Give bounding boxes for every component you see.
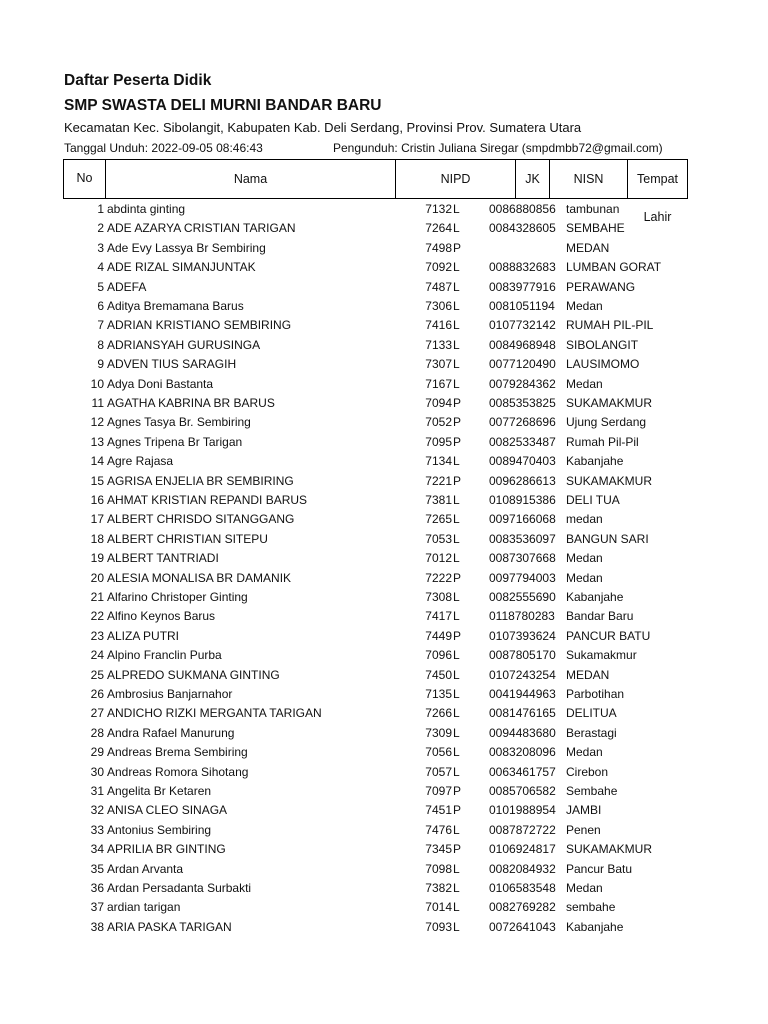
cell-nisn: 0107243254 bbox=[489, 667, 556, 682]
cell-no: 7 bbox=[97, 318, 104, 333]
cell-nama: Andreas Romora Sihotang bbox=[107, 764, 249, 779]
cell-nisn: 0106924817 bbox=[489, 842, 556, 857]
cell-nipd: 7264 bbox=[425, 221, 452, 236]
cell-jk: L bbox=[453, 648, 460, 663]
table-row bbox=[0, 472, 768, 491]
table-row bbox=[0, 239, 768, 258]
cell-no: 22 bbox=[90, 609, 104, 624]
cell-nipd: 7450 bbox=[425, 667, 452, 682]
cell-jk: L bbox=[453, 919, 460, 934]
cell-no: 19 bbox=[90, 551, 104, 566]
cell-nipd: 7476 bbox=[425, 822, 452, 837]
cell-nipd: 7498 bbox=[425, 240, 452, 255]
cell-nisn: 0077268696 bbox=[489, 415, 556, 430]
table-row bbox=[0, 821, 768, 840]
cell-nipd: 7307 bbox=[425, 357, 452, 372]
table-row bbox=[0, 278, 768, 297]
table-row bbox=[0, 316, 768, 335]
table-row bbox=[0, 530, 768, 549]
cell-tempat-lahir: MEDAN bbox=[566, 240, 610, 255]
cell-no: 38 bbox=[90, 919, 104, 934]
cell-no: 37 bbox=[90, 900, 104, 915]
cell-nisn: 0096286613 bbox=[489, 473, 556, 488]
cell-nama: APRILIA BR GINTING bbox=[107, 842, 226, 857]
table-row bbox=[0, 355, 768, 374]
cell-no: 13 bbox=[90, 434, 104, 449]
cell-jk: P bbox=[453, 434, 462, 449]
table-row bbox=[0, 704, 768, 723]
cell-nipd: 7057 bbox=[425, 764, 452, 779]
cell-no: 25 bbox=[90, 667, 104, 682]
header-nisn: NISN bbox=[550, 160, 628, 198]
cell-jk: P bbox=[453, 240, 462, 255]
cell-tempat-lahir: SUKAMAKMUR bbox=[566, 842, 653, 857]
cell-nama: ALBERT CHRISDO SITANGGANG bbox=[107, 512, 295, 527]
table-row bbox=[0, 879, 768, 898]
cell-nama: Alfarino Christoper Ginting bbox=[107, 590, 248, 604]
cell-nipd: 7306 bbox=[425, 299, 452, 313]
table-row bbox=[0, 860, 768, 879]
cell-nama: AGATHA KABRINA BR BARUS bbox=[107, 396, 275, 410]
cell-nama: ADRIANSYAH GURUSINGA bbox=[107, 337, 261, 352]
cell-nipd: 7451 bbox=[425, 803, 452, 818]
cell-nisn: 0108915386 bbox=[489, 493, 556, 507]
cell-jk: L bbox=[453, 260, 460, 275]
cell-nama: Aditya Bremamana Barus bbox=[107, 299, 244, 313]
cell-nama: ADE AZARYA CRISTIAN TARIGAN bbox=[107, 221, 296, 236]
cell-nama: Andreas Brema Sembiring bbox=[107, 745, 248, 760]
cell-jk: L bbox=[453, 881, 460, 895]
cell-nama: ADVEN TIUS SARAGIH bbox=[107, 357, 237, 372]
cell-nipd: 7417 bbox=[425, 609, 452, 624]
cell-tempat-lahir: Penen bbox=[566, 822, 601, 837]
header-no: No bbox=[64, 160, 106, 198]
cell-no: 11 bbox=[91, 396, 104, 410]
cell-no: 34 bbox=[90, 842, 104, 857]
cell-nipd: 7222 bbox=[425, 570, 452, 585]
cell-nisn: 0106583548 bbox=[489, 881, 556, 895]
cell-tempat-lahir: JAMBI bbox=[566, 803, 602, 818]
cell-tempat-lahir: SUKAMAKMUR bbox=[566, 473, 653, 488]
table-row bbox=[0, 801, 768, 820]
cell-nisn: 0081476165 bbox=[489, 706, 556, 721]
cell-nisn: 0084968948 bbox=[489, 337, 556, 352]
cell-tempat-lahir: Kabanjahe bbox=[566, 454, 624, 469]
cell-nisn: 0083977916 bbox=[489, 279, 556, 294]
table-row bbox=[0, 724, 768, 743]
cell-tempat-lahir: SEMBAHE bbox=[566, 221, 625, 236]
cell-nipd: 7096 bbox=[425, 648, 452, 663]
cell-nisn: 0107732142 bbox=[489, 318, 556, 333]
cell-tempat-lahir: medan bbox=[566, 512, 603, 527]
cell-no: 1 bbox=[97, 202, 104, 216]
cell-nama: Agnes Tripena Br Tarigan bbox=[107, 434, 243, 449]
cell-no: 33 bbox=[90, 822, 104, 837]
cell-jk: L bbox=[453, 454, 460, 469]
cell-nama: ANDICHO RIZKI MERGANTA TARIGAN bbox=[107, 706, 322, 721]
cell-jk: L bbox=[453, 512, 460, 527]
cell-no: 16 bbox=[90, 493, 104, 507]
cell-nisn: 0072641043 bbox=[489, 919, 556, 934]
cell-nisn: 0084328605 bbox=[489, 221, 556, 236]
cell-jk: L bbox=[453, 318, 460, 333]
cell-tempat-lahir: Medan bbox=[566, 881, 603, 895]
cell-nipd: 7345 bbox=[425, 842, 452, 857]
cell-nipd: 7309 bbox=[425, 725, 452, 740]
cell-nipd: 7167 bbox=[425, 376, 452, 391]
cell-no: 6 bbox=[97, 299, 104, 313]
cell-nisn: 0041944963 bbox=[489, 687, 556, 701]
cell-nisn: 0097166068 bbox=[489, 512, 556, 527]
table-row bbox=[0, 685, 768, 704]
cell-nama: Angelita Br Ketaren bbox=[107, 784, 212, 798]
cell-nipd: 7014 bbox=[425, 900, 452, 915]
cell-nipd: 7093 bbox=[425, 919, 452, 934]
cell-nama: ALBERT TANTRIADI bbox=[107, 551, 219, 566]
cell-nama: ANISA CLEO SINAGA bbox=[107, 803, 228, 818]
cell-jk: L bbox=[453, 667, 460, 682]
header-nama: Nama bbox=[106, 160, 396, 198]
cell-nama: ALPREDO SUKMANA GINTING bbox=[107, 667, 280, 682]
cell-tempat-lahir: DELI TUA bbox=[566, 493, 620, 507]
cell-jk: L bbox=[453, 202, 460, 216]
cell-jk: L bbox=[453, 609, 460, 624]
table-row bbox=[0, 375, 768, 394]
cell-tempat-lahir: MEDAN bbox=[566, 667, 610, 682]
cell-tempat-lahir: Cirebon bbox=[566, 764, 609, 779]
cell-no: 32 bbox=[90, 803, 104, 818]
cell-no: 30 bbox=[90, 764, 104, 779]
cell-nisn: 0087805170 bbox=[489, 648, 556, 663]
document-title: Daftar Peserta Didik bbox=[64, 72, 212, 89]
cell-nisn: 0097794003 bbox=[489, 570, 556, 585]
cell-nama: Ambrosius Banjarnahor bbox=[107, 687, 233, 701]
cell-nama: Ade Evy Lassya Br Sembiring bbox=[107, 240, 266, 255]
cell-nipd: 7449 bbox=[425, 628, 452, 643]
cell-jk: P bbox=[453, 784, 462, 798]
cell-nisn: 0107393624 bbox=[489, 628, 556, 643]
cell-jk: L bbox=[453, 279, 460, 294]
cell-nama: Agre Rajasa bbox=[107, 454, 174, 469]
table-row bbox=[0, 607, 768, 626]
table-row bbox=[0, 297, 768, 316]
cell-tempat-lahir: PERAWANG bbox=[566, 279, 636, 294]
cell-jk: L bbox=[453, 299, 460, 313]
table-row bbox=[0, 918, 768, 937]
cell-tempat-lahir: Ujung Serdang bbox=[566, 415, 647, 430]
cell-nisn: 0082769282 bbox=[489, 900, 556, 915]
cell-jk: P bbox=[453, 803, 462, 818]
cell-nisn: 0118780283 bbox=[489, 609, 555, 624]
cell-tempat-lahir: Medan bbox=[566, 376, 603, 391]
cell-nisn: 0089470403 bbox=[489, 454, 556, 469]
cell-no: 23 bbox=[90, 628, 104, 643]
cell-jk: P bbox=[453, 628, 462, 643]
table-row bbox=[0, 258, 768, 277]
cell-no: 20 bbox=[90, 570, 104, 585]
cell-nisn: 0086880856 bbox=[489, 202, 556, 216]
cell-nama: Adya Doni Bastanta bbox=[107, 376, 214, 391]
table-row bbox=[0, 549, 768, 568]
cell-tempat-lahir: LAUSIMOMO bbox=[566, 357, 640, 372]
cell-nipd: 7487 bbox=[425, 279, 452, 294]
header-tempat-lahir: Tempat Lahir bbox=[637, 172, 678, 224]
cell-nama: ADE RIZAL SIMANJUNTAK bbox=[107, 260, 256, 275]
table-row bbox=[0, 413, 768, 432]
cell-jk: P bbox=[453, 473, 462, 488]
cell-no: 9 bbox=[97, 357, 104, 372]
cell-tempat-lahir: Pancur Batu bbox=[566, 861, 633, 876]
cell-tempat-lahir: Parbotihan bbox=[566, 687, 625, 701]
cell-nama: ALIZA PUTRI bbox=[107, 628, 180, 643]
cell-tempat-lahir: Medan bbox=[566, 551, 603, 566]
cell-jk: L bbox=[453, 822, 460, 837]
cell-tempat-lahir: Rumah Pil-Pil bbox=[566, 434, 639, 449]
cell-jk: L bbox=[453, 764, 460, 779]
cell-nama: Ardan Persadanta Surbakti bbox=[107, 881, 252, 895]
cell-nisn: 0085706582 bbox=[489, 784, 556, 798]
cell-nisn: 0077120490 bbox=[489, 357, 556, 372]
table-row bbox=[0, 336, 768, 355]
cell-nipd: 7382 bbox=[425, 881, 452, 895]
cell-tempat-lahir: Sukamakmur bbox=[566, 648, 637, 663]
cell-nama: Ardan Arvanta bbox=[107, 861, 184, 876]
cell-tempat-lahir: Medan bbox=[566, 570, 603, 585]
table-row bbox=[0, 491, 768, 510]
cell-nisn: 0085353825 bbox=[489, 396, 556, 410]
cell-no: 10 bbox=[90, 376, 104, 391]
cell-nisn: 0088832683 bbox=[489, 260, 556, 275]
cell-no: 2 bbox=[97, 221, 104, 236]
cell-nipd: 7092 bbox=[425, 260, 452, 275]
table-row bbox=[0, 743, 768, 762]
cell-no: 3 bbox=[97, 240, 104, 255]
cell-nipd: 7095 bbox=[425, 434, 452, 449]
cell-no: 31 bbox=[90, 784, 104, 798]
cell-nama: ALBERT CHRISTIAN SITEPU bbox=[107, 531, 268, 546]
cell-nipd: 7381 bbox=[425, 493, 452, 507]
cell-jk: L bbox=[453, 493, 460, 507]
cell-nama: Agnes Tasya Br. Sembiring bbox=[107, 415, 251, 430]
cell-tempat-lahir: tambunan bbox=[566, 202, 620, 216]
cell-nipd: 7221 bbox=[425, 473, 452, 488]
cell-jk: L bbox=[453, 376, 460, 391]
cell-nama: Alfino Keynos Barus bbox=[107, 609, 216, 624]
cell-jk: L bbox=[453, 590, 460, 604]
cell-no: 5 bbox=[97, 279, 104, 294]
table-row bbox=[0, 898, 768, 917]
cell-no: 8 bbox=[97, 337, 104, 352]
header-nipd: NIPD bbox=[396, 160, 516, 198]
table-row bbox=[0, 219, 768, 238]
cell-no: 21 bbox=[90, 590, 104, 604]
cell-tempat-lahir: SIBOLANGIT bbox=[566, 337, 639, 352]
cell-tempat-lahir: Medan bbox=[566, 745, 603, 760]
cell-nisn: 0082555690 bbox=[489, 590, 556, 604]
cell-nisn: 0083208096 bbox=[489, 745, 556, 760]
cell-tempat-lahir: Berastagi bbox=[566, 725, 617, 740]
table-row bbox=[0, 394, 768, 413]
cell-no: 35 bbox=[90, 861, 104, 876]
cell-tempat-lahir: RUMAH PIL-PIL bbox=[566, 318, 654, 333]
cell-no: 12 bbox=[90, 415, 104, 430]
cell-nama: abdinta ginting bbox=[107, 202, 186, 216]
cell-jk: P bbox=[453, 842, 462, 857]
cell-tempat-lahir: Sembahe bbox=[566, 784, 618, 798]
cell-nisn: 0082084932 bbox=[489, 861, 556, 876]
cell-nipd: 7308 bbox=[425, 590, 452, 604]
cell-jk: L bbox=[453, 725, 460, 740]
cell-nama: AGRISA ENJELIA BR SEMBIRING bbox=[107, 473, 294, 488]
cell-nama: AHMAT KRISTIAN REPANDI BARUS bbox=[107, 493, 308, 507]
cell-tempat-lahir: LUMBAN GORAT bbox=[566, 260, 662, 275]
cell-nipd: 7052 bbox=[425, 415, 452, 430]
school-name: SMP SWASTA DELI MURNI BANDAR BARU bbox=[64, 97, 382, 114]
cell-nipd: 7097 bbox=[425, 784, 452, 798]
cell-nipd: 7266 bbox=[425, 706, 452, 721]
cell-nipd: 7133 bbox=[425, 337, 452, 352]
cell-nama: Andra Rafael Manurung bbox=[107, 725, 235, 740]
cell-jk: L bbox=[453, 745, 460, 760]
cell-nipd: 7265 bbox=[425, 512, 452, 527]
location-line: Kecamatan Kec. Sibolangit, Kabupaten Kab. Deli Serdang, Provinsi Prov. Sumatera Utara bbox=[64, 120, 582, 135]
cell-no: 27 bbox=[90, 706, 104, 721]
cell-no: 26 bbox=[90, 687, 104, 701]
cell-no: 14 bbox=[90, 454, 104, 469]
table-row bbox=[0, 433, 768, 452]
cell-nisn: 0063461757 bbox=[489, 764, 556, 779]
cell-nama: ALESIA MONALISA BR DAMANIK bbox=[107, 570, 292, 585]
cell-no: 29 bbox=[90, 745, 104, 760]
cell-nama: ARIA PASKA TARIGAN bbox=[107, 919, 232, 934]
cell-nipd: 7416 bbox=[425, 318, 452, 333]
cell-nisn: 0083536097 bbox=[489, 531, 556, 546]
download-date: Tanggal Unduh: 2022-09-05 08:46:43 bbox=[64, 141, 263, 155]
cell-nama: ADRIAN KRISTIANO SEMBIRING bbox=[107, 318, 292, 333]
table-row bbox=[0, 666, 768, 685]
table-row bbox=[0, 840, 768, 859]
cell-jk: L bbox=[453, 337, 460, 352]
cell-nisn: 0087872722 bbox=[489, 822, 556, 837]
table-row bbox=[0, 782, 768, 801]
cell-tempat-lahir: Medan bbox=[566, 299, 603, 313]
table-row bbox=[0, 569, 768, 588]
cell-nipd: 7094 bbox=[425, 396, 452, 410]
cell-jk: L bbox=[453, 706, 460, 721]
cell-jk: P bbox=[453, 415, 462, 430]
table-row bbox=[0, 763, 768, 782]
cell-tempat-lahir: sembahe bbox=[566, 900, 616, 915]
cell-jk: P bbox=[453, 570, 462, 585]
cell-tempat-lahir: Kabanjahe bbox=[566, 919, 624, 934]
cell-nipd: 7132 bbox=[425, 202, 452, 216]
cell-tempat-lahir: DELITUA bbox=[566, 706, 617, 721]
cell-no: 18 bbox=[90, 531, 104, 546]
cell-nama: ardian tarigan bbox=[107, 900, 181, 915]
cell-nama: Antonius Sembiring bbox=[107, 822, 212, 837]
table-row bbox=[0, 200, 768, 219]
cell-nipd: 7134 bbox=[425, 454, 452, 469]
table-row bbox=[0, 510, 768, 529]
cell-nipd: 7053 bbox=[425, 531, 452, 546]
cell-nisn: 0087307668 bbox=[489, 551, 556, 566]
cell-nisn: 0101988954 bbox=[489, 803, 556, 818]
cell-nipd: 7135 bbox=[425, 687, 452, 701]
cell-jk: L bbox=[453, 531, 460, 546]
cell-jk: P bbox=[453, 396, 462, 410]
cell-no: 24 bbox=[90, 648, 104, 663]
cell-nisn: 0081051194 bbox=[489, 299, 555, 313]
cell-tempat-lahir: Kabanjahe bbox=[566, 590, 624, 604]
cell-jk: L bbox=[453, 687, 460, 701]
cell-nipd: 7098 bbox=[425, 861, 452, 876]
cell-nisn: 0094483680 bbox=[489, 725, 556, 740]
cell-nama: ADEFA bbox=[107, 279, 147, 294]
cell-nipd: 7056 bbox=[425, 745, 452, 760]
cell-nisn: 0079284362 bbox=[489, 376, 556, 391]
cell-no: 28 bbox=[90, 725, 104, 740]
table-row bbox=[0, 646, 768, 665]
cell-no: 4 bbox=[97, 260, 104, 275]
cell-jk: L bbox=[453, 861, 460, 876]
cell-jk: L bbox=[453, 900, 460, 915]
cell-no: 17 bbox=[90, 512, 104, 527]
header-jk: JK bbox=[516, 160, 550, 198]
cell-jk: L bbox=[453, 551, 460, 566]
cell-no: 15 bbox=[90, 473, 104, 488]
cell-tempat-lahir: SUKAMAKMUR bbox=[566, 396, 653, 410]
cell-tempat-lahir: PANCUR BATU bbox=[566, 628, 651, 643]
cell-no: 36 bbox=[90, 881, 104, 895]
cell-nipd: 7012 bbox=[425, 551, 452, 566]
cell-jk: L bbox=[453, 221, 460, 236]
table-row bbox=[0, 627, 768, 646]
cell-tempat-lahir: BANGUN SARI bbox=[566, 531, 649, 546]
table-row bbox=[0, 452, 768, 471]
cell-jk: L bbox=[453, 357, 460, 372]
table-row bbox=[0, 588, 768, 607]
cell-nama: Alpino Franclin Purba bbox=[107, 648, 222, 663]
cell-tempat-lahir: Bandar Baru bbox=[566, 609, 634, 624]
cell-nisn: 0082533487 bbox=[489, 434, 556, 449]
downloader-info: Pengunduh: Cristin Juliana Siregar (smpdmbb72@gmail.com) bbox=[333, 141, 663, 155]
